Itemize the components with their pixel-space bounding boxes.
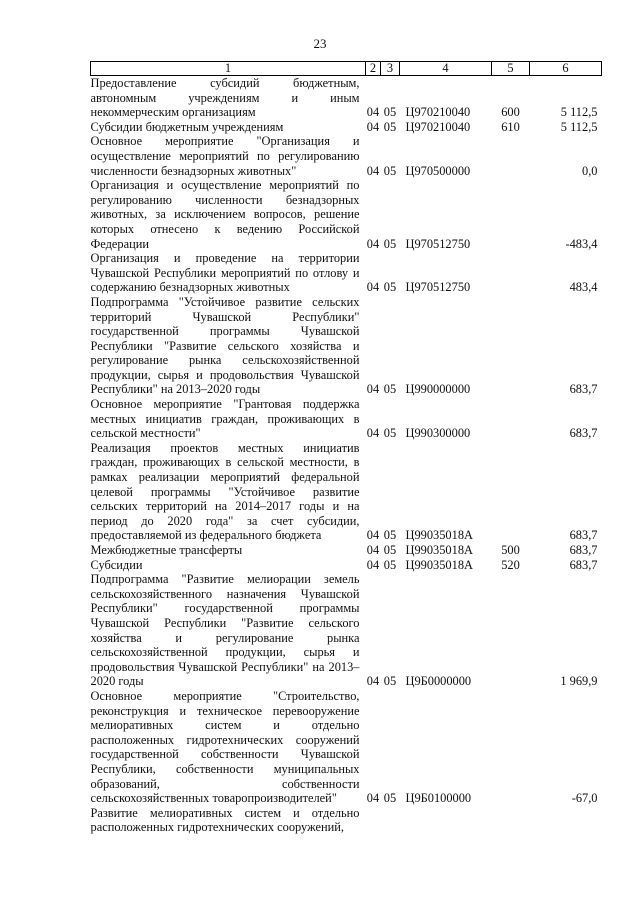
row-name: Субсидии бюджетным учреждениям	[90, 119, 284, 134]
row-section: 04	[366, 791, 380, 806]
row-subsection: 05	[383, 528, 397, 543]
table-row	[91, 558, 602, 573]
table-row	[91, 689, 602, 806]
row-amount: 1 969,9	[560, 674, 598, 689]
row-amount: -67,0	[571, 791, 598, 806]
row-section: 04	[366, 426, 380, 441]
row-target-article: Ц99035018А	[405, 543, 473, 557]
table-row	[91, 397, 602, 441]
table-row	[91, 441, 602, 543]
header-col-6: 6	[530, 62, 602, 76]
row-name: Реализация проектов местных инициатив граждан, проживающих в сельской местности, в рамках реализации мероприятий федеральной целевой программы "Устойчивое развитие сельских территорий на 2014–2017 годы и на период до 2020 года" за счет субсидии, предоставляемой из федерального бюджета	[90, 440, 360, 543]
row-section: 04	[366, 528, 380, 543]
row-expense-type	[492, 295, 530, 397]
row-name: Организация и осуществление мероприятий по регулированию численности безнадзорных животных, за исключением вопросов, решение которых отнесено к ведению Российской Федерации	[90, 178, 360, 251]
row-subsection: 05	[383, 791, 397, 806]
header-col-3: 3	[381, 62, 400, 76]
row-section: 04	[366, 119, 380, 134]
table-row	[91, 572, 602, 689]
row-target-article: Ц970512750	[405, 280, 471, 295]
row-expense-type	[492, 689, 530, 806]
row-expense-type: 520	[501, 557, 520, 572]
row-section: 04	[366, 280, 380, 295]
row-expense-type: 500	[501, 543, 520, 557]
table-header	[91, 62, 602, 76]
row-subsection: 05	[383, 426, 397, 441]
row-amount: 683,7	[569, 557, 598, 572]
row-name: Межбюджетные трансферты	[90, 543, 243, 557]
row-name: Основное мероприятие "Строительство, реконструкция и техническое перевооружение мелиоративных систем и отдельно расположенных гидротехнических сооружений государственной собственности Чувашской Республики, собственности муниципальных образований, собственности сельскохозяйственных товаропроизводителей"	[90, 688, 360, 806]
row-section: 04	[366, 674, 380, 689]
row-subsection: 05	[383, 163, 397, 178]
row-amount	[530, 806, 602, 835]
row-target-article: Ц970500000	[405, 163, 471, 178]
row-amount: 483,4	[569, 280, 598, 295]
header-col-1: 1	[91, 62, 366, 76]
row-target-article: Ц99035018А	[405, 557, 473, 572]
row-expense-type	[492, 251, 530, 295]
row-target-article: Ц970512750	[405, 236, 471, 251]
table-row	[91, 295, 602, 397]
row-subsection: 05	[383, 382, 397, 397]
table-row	[91, 76, 602, 120]
row-amount: 683,7	[569, 528, 598, 543]
header-col-5: 5	[492, 62, 530, 76]
row-amount: 5 112,5	[560, 105, 598, 120]
row-amount: 0,0	[582, 163, 598, 178]
table-row	[91, 120, 602, 135]
row-section: 04	[366, 543, 380, 557]
row-expense-type: 610	[501, 119, 520, 134]
row-name: Основное мероприятие "Грантовая поддержка местных инициатив граждан, проживающих в сельской местности"	[90, 397, 360, 441]
row-subsection: 05	[383, 105, 397, 120]
budget-table	[90, 61, 602, 835]
row-name: Субсидии	[90, 557, 143, 572]
row-target-article: Ц970210040	[405, 119, 471, 134]
row-amount: 683,7	[569, 382, 598, 397]
row-name: Организация и проведение на территории Чувашской Республики мероприятий по отлову и содержанию безнадзорных животных	[90, 251, 360, 295]
header-col-2: 2	[366, 62, 381, 76]
row-name: Подпрограмма "Устойчивое развитие сельских территорий Чувашской Республики" государственной программы Чувашской Республики "Развитие сельского хозяйства и регулирование рынка сельскохозяйственной продукции, сырья и продовольствия Чувашской Республики" на 2013–2020 годы	[90, 294, 360, 397]
row-amount: 683,7	[569, 543, 598, 557]
row-target-article: Ц9Б0000000	[405, 674, 472, 689]
table-row	[91, 543, 602, 558]
row-section: 04	[366, 236, 380, 251]
row-section: 04	[366, 163, 380, 178]
row-section: 04	[366, 382, 380, 397]
header-row	[91, 62, 602, 76]
row-section: 04	[366, 557, 380, 572]
row-subsection: 05	[383, 557, 397, 572]
table-row	[91, 806, 602, 835]
row-target-article: Ц9Б0100000	[405, 791, 472, 806]
row-name: Основное мероприятие "Организация и осуществление мероприятий по регулированию численности безнадзорных животных"	[90, 134, 360, 178]
row-amount: 5 112,5	[560, 119, 598, 134]
header-col-4: 4	[400, 62, 492, 76]
row-target-article: Ц99035018А	[405, 528, 473, 543]
row-expense-type	[492, 441, 530, 543]
table-row	[91, 251, 602, 295]
row-expense-type: 600	[501, 105, 520, 120]
row-subsection: 05	[383, 543, 397, 557]
page-number: 23	[313, 36, 327, 51]
row-subsection	[381, 806, 400, 835]
row-amount: -483,4	[565, 236, 598, 251]
table-row	[91, 178, 602, 251]
row-subsection: 05	[383, 236, 397, 251]
row-target-article: Ц990300000	[405, 426, 471, 441]
row-subsection: 05	[383, 674, 397, 689]
row-expense-type	[492, 806, 530, 835]
row-target-article: Ц990000000	[405, 382, 471, 397]
row-subsection: 05	[383, 119, 397, 134]
row-amount: 683,7	[569, 426, 598, 441]
row-section	[366, 806, 381, 835]
table-body	[91, 76, 602, 835]
row-expense-type	[492, 397, 530, 441]
row-name: Предоставление субсидий бюджетным, автономным учреждениям и иным некоммерческим организациям	[90, 76, 360, 120]
row-section: 04	[366, 105, 380, 120]
row-name: Развитие мелиоративных систем и отдельно расположенных гидротехнических сооружений,	[90, 805, 360, 835]
row-expense-type	[492, 178, 530, 251]
row-target-article	[400, 806, 492, 835]
row-expense-type	[492, 572, 530, 689]
row-target-article: Ц970210040	[405, 105, 471, 120]
row-name: Подпрограмма "Развитие мелиорации земель сельскохозяйственного назначения Чувашской Республики" государственной программы Чувашской Республики "Развитие сельского хозяйства и регулирование рынка сельскохозяйственной продукции, сырья и продовольствия Чувашской Республики" на 2013–2020 годы	[90, 572, 360, 689]
row-expense-type	[492, 134, 530, 178]
table-row	[91, 134, 602, 178]
row-subsection: 05	[383, 280, 397, 295]
